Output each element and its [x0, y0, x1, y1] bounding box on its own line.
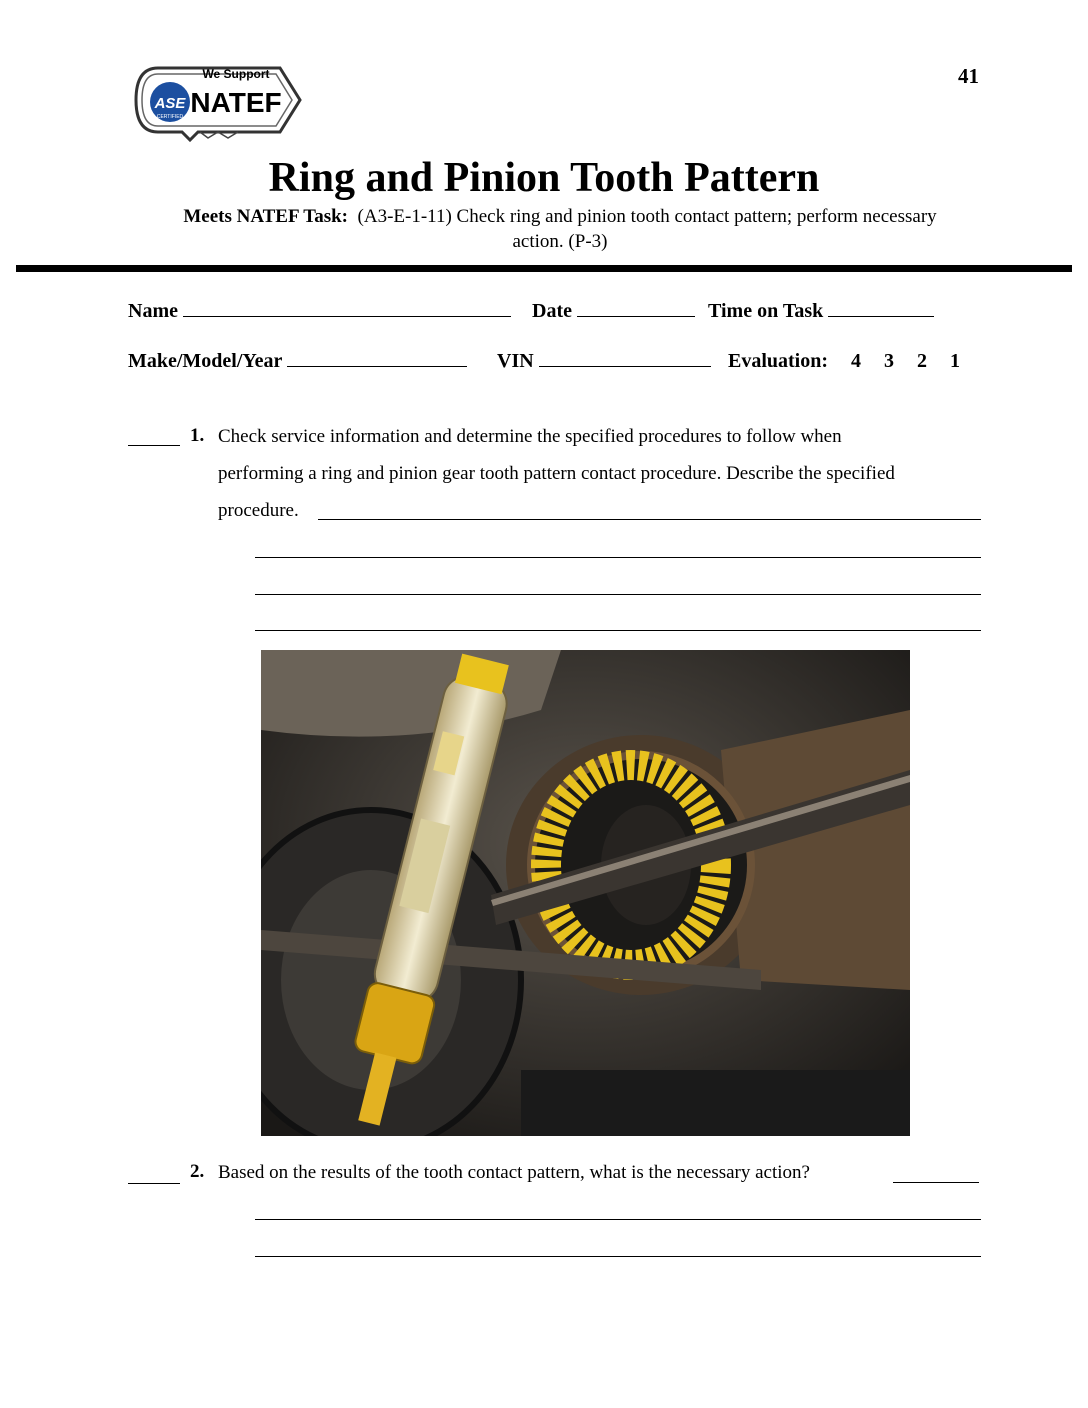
question-2-line-1: Based on the results of the tooth contact pattern, what is the necessary action?: [218, 1162, 810, 1183]
answer-line[interactable]: [893, 1182, 979, 1183]
time-on-task-blank[interactable]: [828, 300, 934, 317]
answer-line[interactable]: [255, 594, 981, 595]
evaluation-score-2[interactable]: 2: [917, 350, 928, 372]
natef-task: [120, 204, 1000, 254]
ase-badge: ASE: [154, 95, 186, 112]
question-2-number: 2.: [190, 1161, 205, 1182]
logo-we-support: We Support: [202, 67, 270, 81]
task-label: Meets NATEF Task:: [183, 206, 349, 227]
question-2-checkbox[interactable]: [128, 1182, 180, 1184]
question-1-number: 1.: [190, 425, 205, 446]
page-title: Ring and Pinion Tooth Pattern: [268, 155, 820, 201]
vin-blank[interactable]: [539, 350, 711, 367]
evaluation-score-1[interactable]: 1: [950, 350, 961, 372]
ase-badge-sub: CERTIFIED: [156, 114, 184, 120]
make-model-year-label: Make/Model/Year: [128, 350, 283, 372]
name-blank[interactable]: [183, 300, 511, 317]
question-1-checkbox[interactable]: [128, 444, 180, 446]
natef-logo: [128, 58, 306, 150]
evaluation-score-4[interactable]: 4: [851, 350, 862, 372]
question-1-line-3: procedure.: [218, 500, 299, 521]
answer-line[interactable]: [318, 519, 981, 520]
time-on-task-field[interactable]: [708, 300, 934, 323]
task-text: (A3-E-1-11) Check ring and pinion tooth contact pattern; perform necessary: [357, 206, 937, 227]
date-blank[interactable]: [577, 300, 695, 317]
date-field[interactable]: [532, 300, 695, 323]
task-text-line2: action. (P-3): [512, 231, 608, 252]
vin-field[interactable]: [497, 350, 711, 373]
time-on-task-label: Time on Task: [708, 300, 824, 322]
answer-line[interactable]: [255, 630, 981, 631]
evaluation-field: [728, 350, 960, 373]
name-label: Name: [128, 300, 178, 322]
answer-line[interactable]: [255, 1219, 981, 1220]
question-2-text: [218, 1154, 898, 1191]
question-1-line-2: performing a ring and pinion gear tooth pattern contact procedure. Describe the specified: [218, 463, 895, 484]
header-divider: [16, 265, 1072, 272]
vin-label: VIN: [497, 350, 534, 372]
evaluation-label: Evaluation:: [728, 350, 829, 372]
page-number: 41: [958, 64, 979, 88]
answer-line[interactable]: [255, 557, 981, 558]
logo-brand: NATEF: [190, 87, 282, 118]
make-model-year-field[interactable]: [128, 350, 467, 373]
name-field[interactable]: [128, 300, 511, 323]
question-1-text: [218, 418, 998, 529]
make-model-year-blank[interactable]: [287, 350, 467, 367]
question-1-line-1: Check service information and determine the specified procedures to follow when: [218, 426, 842, 447]
evaluation-score-3[interactable]: 3: [884, 350, 895, 372]
date-label: Date: [532, 300, 572, 322]
answer-line[interactable]: [255, 1256, 981, 1257]
differential-photo: [261, 650, 910, 1136]
